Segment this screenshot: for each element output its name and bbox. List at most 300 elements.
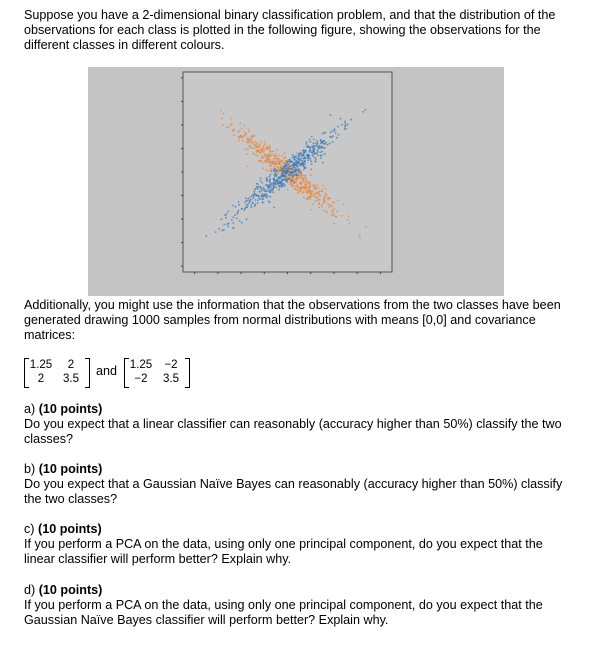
class-b-point	[290, 171, 292, 173]
class-a-point	[299, 187, 301, 189]
class-b-point	[232, 222, 234, 224]
class-a-point	[275, 153, 277, 155]
y-tick-mark	[181, 266, 183, 267]
class-b-point	[307, 146, 309, 148]
class-b-point	[270, 187, 272, 189]
class-b-point	[284, 185, 286, 187]
class-b-point	[273, 183, 275, 185]
class-a-point	[230, 118, 232, 120]
class-a-point	[271, 154, 273, 156]
class-a-point	[329, 204, 331, 206]
class-b-point	[289, 159, 291, 161]
class-a-point	[299, 183, 301, 185]
class-b-point	[292, 154, 294, 156]
class-b-point	[277, 183, 279, 185]
class-b-point	[309, 151, 311, 153]
class-b-point	[299, 153, 301, 155]
class-b-point	[312, 155, 314, 157]
class-b-point	[320, 157, 322, 159]
class-a-point	[365, 226, 367, 228]
class-b-point	[223, 224, 225, 226]
matrix-cell: 1.25	[29, 359, 53, 371]
class-a-point	[296, 179, 298, 181]
class-a-point	[308, 188, 310, 190]
class-a-point	[310, 209, 312, 211]
class-a-point	[241, 128, 243, 130]
class-a-point	[262, 168, 264, 170]
class-b-point	[268, 176, 270, 178]
class-a-point	[270, 164, 272, 166]
class-b-point	[274, 168, 276, 170]
x-tick-mark	[264, 272, 265, 274]
class-a-point	[280, 164, 282, 166]
class-b-point	[281, 169, 283, 171]
class-b-point	[291, 171, 293, 173]
question-c	[24, 522, 576, 567]
class-b-point	[298, 161, 300, 163]
class-a-point	[328, 197, 330, 199]
class-a-point	[349, 223, 351, 225]
class-b-point	[316, 140, 318, 142]
class-b-point	[261, 188, 263, 190]
class-b-point	[345, 128, 347, 130]
class-b-point	[310, 141, 312, 143]
class-a-point	[285, 160, 287, 162]
class-a-point	[314, 200, 316, 202]
class-a-point	[266, 148, 268, 150]
class-b-point	[304, 168, 306, 170]
class-b-point	[365, 109, 367, 111]
class-b-point	[269, 184, 271, 186]
class-b-point	[264, 194, 266, 196]
class-a-point	[318, 207, 320, 209]
class-a-point	[317, 199, 319, 201]
class-b-point	[317, 142, 319, 144]
class-a-point	[333, 208, 335, 210]
class-a-point	[251, 143, 253, 145]
class-b-point	[304, 161, 306, 163]
class-b-point	[256, 195, 258, 197]
class-a-point	[317, 184, 319, 186]
class-a-point	[247, 142, 249, 144]
class-a-point	[331, 205, 333, 207]
class-a-point	[314, 196, 316, 198]
class-b-point	[319, 151, 321, 153]
matrix-cell: 1.25	[129, 359, 153, 371]
class-b-point	[311, 163, 313, 165]
class-a-point	[303, 191, 305, 193]
class-b-point	[344, 126, 346, 128]
class-b-point	[256, 186, 258, 188]
class-b-point	[362, 111, 364, 113]
class-b-point	[262, 198, 264, 200]
class-b-point	[312, 147, 314, 149]
x-tick-mark	[380, 272, 381, 274]
class-b-point	[297, 165, 299, 167]
class-a-point	[296, 184, 298, 186]
class-b-point	[334, 128, 336, 130]
class-b-point	[272, 188, 274, 190]
class-b-point	[232, 228, 234, 230]
class-a-point	[270, 167, 272, 169]
class-a-point	[258, 150, 260, 152]
class-b-point	[272, 191, 274, 193]
class-a-point	[318, 203, 320, 205]
class-b-point	[274, 183, 276, 185]
x-tick-mark	[217, 272, 218, 274]
class-a-point	[333, 215, 335, 217]
class-a-point	[258, 160, 260, 162]
class-b-point	[321, 151, 323, 153]
class-b-point	[267, 190, 269, 192]
class-b-point	[295, 156, 297, 158]
class-a-point	[306, 183, 308, 185]
class-b-point	[252, 202, 254, 204]
class-b-point	[273, 207, 275, 209]
class-b-point	[277, 177, 279, 179]
class-b-point	[205, 235, 207, 237]
question-text: If you perform a PCA on the data, using only one principal component, do you expect that the linear classifier will perform better? Explain why.	[24, 537, 543, 566]
class-a-point	[302, 175, 304, 177]
class-b-point	[251, 204, 253, 206]
class-a-point	[298, 175, 300, 177]
matrix-cell: −2	[164, 359, 178, 371]
class-b-point	[310, 160, 312, 162]
class-b-point	[251, 195, 253, 197]
class-b-point	[304, 163, 306, 165]
class-b-point	[306, 154, 308, 156]
covariance-matrix-1	[24, 357, 90, 389]
class-b-point	[287, 181, 289, 183]
class-a-point	[261, 151, 263, 153]
class-a-point	[267, 155, 269, 157]
class-b-point	[290, 168, 292, 170]
class-b-point	[278, 189, 280, 191]
class-b-point	[279, 170, 281, 172]
class-b-point	[254, 205, 256, 207]
class-a-point	[237, 131, 239, 133]
class-b-point	[234, 214, 236, 216]
class-b-point	[300, 160, 302, 162]
class-a-point	[290, 177, 292, 179]
class-b-point	[316, 152, 318, 154]
class-b-point	[250, 199, 252, 201]
class-b-point	[305, 143, 307, 145]
class-a-point	[250, 139, 252, 141]
class-a-point	[274, 166, 276, 168]
class-b-point	[311, 152, 313, 154]
x-tick-mark	[310, 272, 311, 274]
class-b-point	[292, 176, 294, 178]
class-b-point	[274, 172, 276, 174]
class-b-point	[221, 218, 223, 220]
class-b-point	[297, 153, 299, 155]
class-a-point	[359, 234, 361, 236]
class-a-point	[310, 193, 312, 195]
class-a-point	[256, 142, 258, 144]
class-a-point	[317, 196, 319, 198]
class-a-point	[268, 158, 270, 160]
class-b-point	[232, 205, 234, 207]
class-b-point	[215, 231, 217, 233]
class-b-point	[314, 157, 316, 159]
scatter-figure	[88, 67, 504, 296]
class-b-point	[218, 228, 220, 230]
class-a-point	[328, 206, 330, 208]
class-a-point	[273, 158, 275, 160]
class-b-point	[235, 206, 237, 208]
class-b-point	[281, 182, 283, 184]
class-b-point	[271, 171, 273, 173]
class-b-point	[245, 197, 247, 199]
class-a-point	[314, 184, 316, 186]
intro-paragraph: Suppose you have a 2-dimensional binary classification problem, and that the distribution of the observations for each class is plotted in the following figure, showing the observations for the different classes in different colours.	[24, 8, 556, 52]
class-a-point	[226, 127, 228, 129]
class-b-point	[265, 184, 267, 186]
class-b-point	[258, 195, 260, 197]
class-a-point	[231, 123, 233, 125]
class-b-point	[288, 174, 290, 176]
class-a-point	[251, 136, 253, 138]
class-a-point	[254, 144, 256, 146]
class-a-point	[251, 147, 253, 149]
class-a-point	[246, 166, 248, 168]
class-a-point	[324, 196, 326, 198]
class-b-point	[253, 192, 255, 194]
class-a-point	[327, 203, 329, 205]
class-b-point	[256, 183, 258, 185]
class-b-point	[274, 175, 276, 177]
class-b-point	[282, 170, 284, 172]
class-a-point	[254, 141, 256, 143]
class-b-point	[278, 185, 280, 187]
class-a-point	[269, 147, 271, 149]
class-a-point	[248, 140, 250, 142]
class-a-point	[238, 139, 240, 141]
class-a-point	[304, 177, 306, 179]
class-b-point	[295, 160, 297, 162]
y-tick-mark	[181, 101, 183, 102]
class-a-point	[244, 131, 246, 133]
class-a-point	[312, 203, 314, 205]
class-b-point	[262, 202, 264, 204]
class-a-point	[287, 189, 289, 191]
class-a-point	[319, 195, 321, 197]
class-a-point	[313, 194, 315, 196]
class-b-point	[302, 162, 304, 164]
question-points: (10 points)	[38, 583, 103, 597]
class-b-point	[239, 220, 241, 222]
class-a-point	[223, 113, 225, 115]
class-a-point	[295, 181, 297, 183]
y-tick-mark	[181, 242, 183, 243]
class-a-point	[248, 131, 250, 133]
class-b-point	[261, 182, 263, 184]
class-a-point	[323, 202, 325, 204]
class-a-point	[238, 136, 240, 138]
class-b-point	[332, 141, 334, 143]
class-b-point	[301, 155, 303, 157]
class-b-point	[290, 179, 292, 181]
class-b-point	[350, 119, 352, 121]
class-a-point	[310, 174, 312, 176]
class-a-point	[273, 155, 275, 157]
class-b-point	[244, 208, 246, 210]
class-b-point	[293, 156, 295, 158]
class-b-point	[280, 184, 282, 186]
y-tick-mark	[181, 172, 183, 173]
class-b-point	[269, 196, 271, 198]
class-b-point	[273, 174, 275, 176]
class-b-point	[296, 157, 298, 159]
class-b-point	[300, 152, 302, 154]
class-b-point	[276, 170, 278, 172]
class-b-point	[261, 190, 263, 192]
class-b-point	[313, 151, 315, 153]
scatter-plot	[88, 67, 504, 296]
class-b-point	[270, 174, 272, 176]
class-b-point	[275, 186, 277, 188]
class-b-point	[266, 177, 268, 179]
class-a-point	[265, 169, 267, 171]
class-b-point	[344, 121, 346, 123]
question-points: (10 points)	[38, 522, 102, 536]
class-b-point	[244, 201, 246, 203]
class-a-point	[244, 148, 246, 150]
class-a-point	[265, 156, 267, 158]
class-b-point	[317, 154, 319, 156]
covariance-matrices	[24, 357, 244, 389]
class-b-point	[249, 201, 251, 203]
question-text: Do you expect that a Gaussian Naïve Bayes can reasonably (accuracy higher than 50%) classify the two classes?	[24, 477, 563, 506]
class-b-point	[280, 176, 282, 178]
class-a-point	[305, 185, 307, 187]
class-a-point	[294, 179, 296, 181]
class-a-point	[293, 182, 295, 184]
class-b-point	[253, 196, 255, 198]
class-a-point	[310, 196, 312, 198]
class-b-point	[246, 204, 248, 206]
class-b-point	[330, 114, 332, 116]
question-text: If you perform a PCA on the data, using only one principal component, do you expect that the Gaussian Naïve Bayes classifier will perform better? Explain why.	[24, 598, 543, 627]
class-b-point	[314, 153, 316, 155]
class-b-point	[308, 157, 310, 159]
class-a-point	[337, 199, 339, 201]
class-a-point	[281, 160, 283, 162]
class-a-point	[300, 181, 302, 183]
class-b-point	[289, 165, 291, 167]
and-text: and	[96, 364, 118, 378]
class-a-point	[242, 140, 244, 142]
class-b-point	[273, 178, 275, 180]
class-b-point	[322, 133, 324, 135]
class-b-point	[246, 218, 248, 220]
class-a-point	[304, 175, 306, 177]
class-b-point	[315, 159, 317, 161]
class-a-point	[249, 145, 251, 147]
question-label: d)	[24, 583, 36, 597]
class-b-point	[288, 164, 290, 166]
class-a-point	[333, 201, 335, 203]
question-b	[24, 462, 576, 507]
class-b-point	[320, 147, 322, 149]
class-b-point	[279, 182, 281, 184]
matrix-cell: 2	[67, 359, 75, 371]
class-b-point	[321, 140, 323, 142]
class-a-point	[309, 198, 311, 200]
class-a-point	[264, 141, 266, 143]
class-a-point	[284, 157, 286, 159]
class-b-point	[279, 186, 281, 188]
class-a-point	[228, 126, 230, 128]
class-b-point	[321, 146, 323, 148]
x-tick-mark	[287, 272, 288, 274]
class-a-point	[303, 197, 305, 199]
class-b-point	[260, 180, 262, 182]
class-b-point	[225, 213, 227, 215]
class-b-point	[290, 161, 292, 163]
class-b-point	[284, 175, 286, 177]
class-a-point	[307, 190, 309, 192]
class-b-point	[269, 180, 271, 182]
class-a-point	[278, 155, 280, 157]
class-b-point	[296, 163, 298, 165]
question-d	[24, 583, 576, 628]
y-tick-mark	[181, 195, 183, 196]
x-tick-mark	[357, 272, 358, 274]
class-a-point	[253, 153, 255, 155]
class-a-point	[269, 145, 271, 147]
class-b-point	[286, 164, 288, 166]
class-a-point	[275, 161, 277, 163]
class-a-point	[321, 206, 323, 208]
class-a-point	[308, 186, 310, 188]
class-a-point	[297, 187, 299, 189]
question-text: Do you expect that a linear classifier can reasonably (accuracy higher than 50%) classify the two classes?	[24, 417, 562, 446]
class-b-point	[275, 180, 277, 182]
class-b-point	[293, 174, 295, 176]
class-a-point	[341, 215, 343, 217]
class-b-point	[227, 225, 229, 227]
class-b-point	[311, 145, 313, 147]
class-a-point	[246, 153, 248, 155]
class-a-point	[294, 188, 296, 190]
class-a-point	[269, 149, 271, 151]
class-a-point	[297, 192, 299, 194]
class-b-point	[238, 210, 240, 212]
class-b-point	[294, 164, 296, 166]
class-b-point	[253, 190, 255, 192]
class-a-point	[276, 149, 278, 151]
matrix-cell: 3.5	[63, 373, 79, 385]
question-label: a)	[24, 402, 36, 416]
class-a-point	[292, 184, 294, 186]
class-a-point	[240, 135, 242, 137]
question-label: c)	[24, 522, 35, 536]
class-b-point	[313, 142, 315, 144]
class-a-point	[259, 145, 261, 147]
class-a-point	[262, 162, 264, 164]
class-a-point	[220, 110, 222, 112]
class-b-point	[283, 178, 285, 180]
class-a-point	[270, 155, 272, 157]
class-b-point	[257, 199, 259, 201]
class-b-point	[336, 137, 338, 139]
class-a-point	[265, 160, 267, 162]
additional-paragraph: Additionally, you might use the information that the observations from the two classes have been generated drawing 1000 samples from normal distributions with means [0,0] and covariance matrices:	[24, 298, 561, 342]
class-b-point	[309, 147, 311, 149]
class-b-point	[323, 147, 325, 149]
